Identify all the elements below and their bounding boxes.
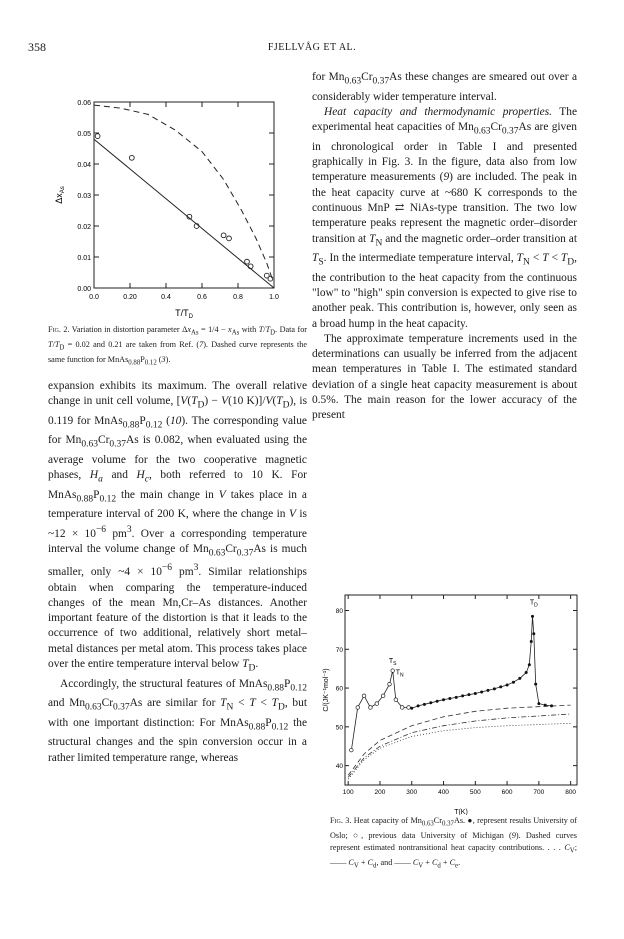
fig2-data-point <box>248 264 253 269</box>
fig3-michigan-point <box>400 706 404 710</box>
fig3-oslo-point <box>467 693 470 696</box>
fig3-oslo-point <box>530 640 533 643</box>
fig3-y-axis-label: C/(JK⁻¹mol⁻¹) <box>323 668 330 712</box>
right-paragraph-3: The approximate temperature increments used in the determinations can usually be inferred from the adjacent mean temperatures in Table I. The estimated standard deviation of a single heat capacity measurement is about 0.5%. The main reason for the lower accuracy of the present <box>312 332 577 422</box>
fig3-x-tick-label: 500 <box>469 789 481 796</box>
fig2-y-tick-label: 0.04 <box>77 162 91 169</box>
fig2-fit-line <box>94 139 274 288</box>
fig3-michigan-point <box>375 702 379 706</box>
fig3-oslo-point <box>537 702 540 705</box>
fig3-x-tick-label: 400 <box>438 789 449 796</box>
fig3-oslo-point <box>429 701 432 704</box>
fig3-oslo-point <box>534 683 537 686</box>
right-paragraph-2: Heat capacity and thermodynamic properties. The experimental heat capacities of $Mn_{0.63}Cr_{0.37}As$ are given in chronological order in Table I and presented graphically in Fig. 3. In the figure, data also from low temperature measurements (9) are included. The peak in the heat capacity curve at ~680 K corresponds to the continuous MnP ⇄ NiAs-type transition. The two low temperature peaks represent the magnetic order–disorder transition at $T_N$ and the magnetic order–order transition at $T_S$. In the intermediate temperature interval, $T_N < T < T_D$, the contribution to the heat capacity from the continuous "low" to "high" spin conversion is expected to give rise to another peak. This contribution is, however, only seen as a broad hump in the heat capacity. <box>312 105 578 330</box>
fig3-ts-annotation: $T_S$ <box>388 657 397 667</box>
fig3-plot-frame <box>345 595 577 785</box>
fig3-x-tick-label: 600 <box>501 789 513 796</box>
fig3-x-axis-label: T(K) <box>454 809 468 815</box>
figure-2-caption: Fig. 2. Variation in distortion parameter $\Delta x_{As} = 1/4 - x_{As}$ with $T/T_D$. Data for $T/T_D = 0.02$ and 0.21 are taken from Ref. (7). Dashed curve represents the same function for $MnAs_{0.88}P_{0.12}$ (3). <box>48 325 308 368</box>
fig3-oslo-point <box>480 690 483 693</box>
fig2-y-tick-label: 0.05 <box>77 131 91 138</box>
fig3-oslo-point <box>518 677 521 680</box>
fig3-oslo-point <box>550 704 553 707</box>
fig3-oslo-point <box>512 681 515 684</box>
page-number: 358 <box>28 40 46 54</box>
fig3-michigan-point <box>391 669 395 673</box>
figure-3-chart <box>315 590 585 815</box>
left-paragraph-1: expansion exhibits its maximum. The overall relative change in unit cell volume, [$V(T_D) - V(10$ $K)]/V(T_D)$, is 0.119 for $MnAs_{0.88}P_{0.12}$ (10). The corresponding value for $Mn_{0.63}Cr_{0.37}As$ is 0.082, when evaluated using the average volume for the two cooperative magnetic phases, $H_a$ and $H_c$, both referred to 10 K. For $MnAs_{0.88}P_{0.12}$ the main change in V takes place in a temperature interval of 200 K, where the change in V is ~12 × $10^{-6}$ $pm^3$. Over a corresponding temperature interval the volume change of $Mn_{0.63}Cr_{0.37}As$ is much smaller, only ~4 × $10^{-6}$ $pm^3$. Similar relationships obtain when comparing the temperature-induced changes of the mean Mn,Cr–As distances. Another important feature of the distortion is that it leads to the occurrence of two additional, relatively short metal–metal distances per metal atom. This process takes place over the entire temperature interval below $T_D$. <box>48 380 308 674</box>
fig2-dashed-curve <box>94 105 272 279</box>
fig3-oslo-point <box>448 697 451 700</box>
fig2-y-axis-label: $\Delta x_{As}$ <box>54 186 66 204</box>
fig2-data-point <box>95 134 100 139</box>
fig3-oslo-point <box>442 698 445 701</box>
fig3-tn-annotation: $T_N$ <box>395 669 404 679</box>
fig2-x-tick-label: 0.6 <box>197 294 207 301</box>
fig3-oslo-point <box>461 694 464 697</box>
fig2-y-tick-label: 0.00 <box>77 286 91 293</box>
fig3-oslo-point <box>499 685 502 688</box>
fig3-michigan-point <box>407 706 411 710</box>
fig3-y-tick-label: 60 <box>335 685 343 693</box>
left-column-text <box>48 379 307 766</box>
fig3-oslo-point <box>474 692 477 695</box>
fig3-oslo-point <box>531 615 534 618</box>
fig2-y-tick-label: 0.01 <box>77 255 91 262</box>
fig3-michigan-line <box>351 671 408 751</box>
fig2-x-tick-label: 0.0 <box>89 294 99 301</box>
fig2-data-point <box>129 155 134 160</box>
fig2-x-tick-label: 1.0 <box>269 294 279 301</box>
fig2-y-tick-label: 0.06 <box>77 100 91 107</box>
fig2-data-point <box>221 233 226 238</box>
fig3-oslo-line <box>412 616 552 708</box>
figure-2-chart <box>48 92 298 320</box>
fig2-y-tick-label: 0.02 <box>77 224 91 231</box>
fig2-series <box>94 105 274 288</box>
fig3-oslo-point <box>487 689 490 692</box>
fig3-td-annotation: $T_D$ <box>529 599 538 609</box>
fig3-ticks <box>336 595 577 796</box>
right-column-text <box>312 70 577 424</box>
fig2-x-tick-label: 0.4 <box>161 294 171 301</box>
fig3-oslo-point <box>525 671 528 674</box>
fig3-oslo-point <box>506 683 509 686</box>
fig2-x-axis-label: $T/T_D$ <box>175 308 193 320</box>
fig3-baseline-curve <box>348 705 570 775</box>
fig3-michigan-point <box>350 748 354 752</box>
fig3-x-tick-label: 700 <box>533 789 545 796</box>
fig2-x-tick-label: 0.8 <box>233 294 243 301</box>
left-paragraph-2: Accordingly, the structural features of $MnAs_{0.88}P_{0.12}$ and $Mn_{0.63}Cr_{0.37}As$ are similar for $T_N < T < T_D$, but with one important distinction: For $MnAs_{0.88}P_{0.12}$ the structural changes and the spin conversion occur in a rather limited temperature range, whereas <box>48 677 308 764</box>
fig3-michigan-point <box>388 682 392 686</box>
fig3-oslo-point <box>493 687 496 690</box>
fig2-x-tick-label: 0.20 <box>123 294 137 301</box>
fig3-y-tick-label: 80 <box>335 608 343 616</box>
fig3-series <box>348 600 570 780</box>
fig3-michigan-point <box>394 698 398 702</box>
running-head: FJELLVÅG ET AL. <box>267 42 357 53</box>
fig3-x-tick-label: 300 <box>406 789 418 796</box>
figure-3-caption: Fig. 3. Heat capacity of $Mn_{0.63}Cr_{0.37}As$. ●, represent results University of Oslo; ○, previous data University of Michigan (9). Dashed curves represent estimated nontransitional heat capacity contributions. . . . $C_V$; —— $C_V + C_d$, and —— $C_V + C_d + C_e$. <box>330 816 577 870</box>
fig3-y-tick-label: 50 <box>335 724 343 732</box>
fig3-oslo-point <box>436 700 439 703</box>
fig2-y-tick-label: 0.03 <box>77 193 91 200</box>
fig3-x-tick-label: 800 <box>565 789 577 796</box>
right-paragraph-1: for $Mn_{0.63}Cr_{0.37}As$ these changes are smeared out over a considerably wider temperature interval. <box>312 71 578 103</box>
fig3-michigan-point <box>362 694 366 698</box>
fig2-data-point <box>245 259 250 264</box>
fig3-oslo-point <box>532 632 535 635</box>
fig3-michigan-point <box>356 706 360 710</box>
fig3-baseline-curve <box>348 723 570 779</box>
fig3-oslo-point <box>528 663 531 666</box>
fig3-baseline-curve <box>348 714 570 777</box>
fig3-y-tick-label: 40 <box>335 763 343 771</box>
fig3-x-tick-label: 200 <box>374 789 386 796</box>
fig3-michigan-point <box>381 694 385 698</box>
fig3-oslo-point <box>544 704 547 707</box>
fig3-oslo-point <box>455 696 458 699</box>
fig3-y-tick-label: 70 <box>335 646 343 654</box>
fig3-x-tick-label: 100 <box>342 789 354 796</box>
fig2-data-point <box>227 236 232 241</box>
fig2-ticks <box>77 100 279 301</box>
fig3-oslo-point <box>417 704 420 707</box>
fig3-michigan-point <box>369 706 373 710</box>
fig3-oslo-point <box>423 703 426 706</box>
